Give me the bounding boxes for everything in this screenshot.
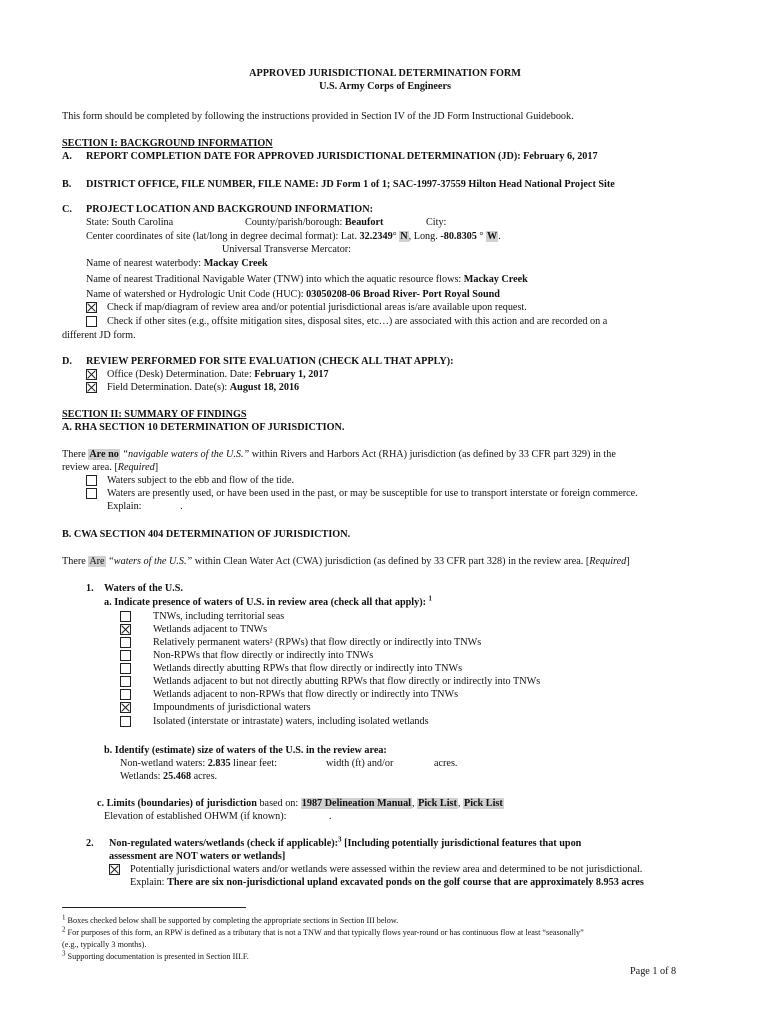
close-bracket: ] bbox=[626, 556, 630, 567]
footnote-3 bbox=[62, 949, 249, 962]
north-south-select[interactable]: N bbox=[400, 231, 408, 242]
footnote-number: 2 bbox=[62, 925, 66, 934]
rha-statement bbox=[62, 448, 616, 461]
ohwm-label: Elevation of established OHWM (if known): bbox=[104, 811, 287, 822]
cwa-rest: within Clean Water Act (CWA) jurisdiction (as defined by 33 CFR part 328) in the review area. [ bbox=[194, 556, 590, 567]
other-sites-label-cont: different JD form. bbox=[62, 330, 136, 341]
tnw-value: Mackay Creek bbox=[463, 274, 528, 285]
limits-jurisdiction: c. Limits (boundaries) of jurisdiction based on: 1987 Delineation Manual, Pick List, Pick List bbox=[97, 798, 503, 809]
non-regulated-heading-cont: assessment are NOT waters or wetlands] bbox=[109, 851, 286, 862]
list-checkbox[interactable] bbox=[120, 702, 131, 713]
degree-symbol: ° bbox=[479, 231, 484, 242]
field-label: Field Determination. Date(s): bbox=[107, 382, 228, 393]
identify-size-heading: b. Identify (estimate) size of waters of the U.S. in the review area: bbox=[104, 745, 387, 756]
project-location-heading: PROJECT LOCATION AND BACKGROUND INFORMATION: bbox=[86, 204, 373, 215]
other-sites-checkbox[interactable] bbox=[86, 316, 97, 327]
item-d-label: D. bbox=[62, 356, 72, 367]
coordinates-line bbox=[86, 230, 501, 243]
item-b-label: B. bbox=[62, 179, 72, 190]
list-checkbox[interactable] bbox=[120, 716, 131, 727]
footnote-text: Boxes checked below shall be supported by completing the appropriate sections in Section III below. bbox=[67, 916, 399, 925]
explain-value: There are six non-jurisdictional upland excavated ponds on the golf course that are approximately 8.953 acres bbox=[167, 877, 644, 888]
tide-label: Waters subject to the ebb and flow of the tide. bbox=[107, 475, 295, 486]
pick-list-select[interactable]: Pick List bbox=[463, 798, 503, 809]
delineation-manual-select[interactable]: 1987 Delineation Manual bbox=[301, 798, 412, 809]
ohwm-elevation bbox=[104, 810, 332, 823]
other-sites-label: Check if other sites (e.g., offsite mitigation sites, disposal sites, etc…) are associated with this action and are recorded on a bbox=[107, 316, 608, 327]
nearest-tnw bbox=[86, 273, 528, 286]
latitude-value: 32.2349 bbox=[359, 231, 393, 242]
office-label: Office (Desk) Determination. Date: bbox=[107, 369, 252, 380]
utm-label: Universal Transverse Mercator: bbox=[222, 244, 352, 255]
item-c-label: C. bbox=[62, 204, 72, 215]
district-file: DISTRICT OFFICE, FILE NUMBER, FILE NAME: JD Form 1 of 1; SAC-1997-37559 Hilton Head National Project Site bbox=[86, 179, 615, 190]
coordinates-label: Center coordinates of site (lat/long in degree decimal format): Lat. bbox=[86, 231, 357, 242]
section-2-heading: SECTION II: SUMMARY OF FINDINGS bbox=[62, 409, 247, 420]
huc-value: 03050208-06 Broad River- Port Royal Sound bbox=[306, 289, 500, 300]
cwa-quote: “waters of the U.S.” bbox=[108, 556, 193, 567]
nonwet-unit: linear feet: bbox=[233, 758, 278, 769]
explain-dot: . bbox=[180, 501, 183, 512]
waters-us-heading: Waters of the U.S. bbox=[104, 583, 183, 594]
rha-explain bbox=[107, 500, 183, 513]
county-label: County/parish/borough: bbox=[245, 217, 343, 228]
footnote-2-cont: (e.g., typically 3 months). bbox=[62, 940, 147, 949]
footnote-text: Supporting documentation is presented in Section III.F. bbox=[67, 952, 249, 961]
wet-value: 25.468 bbox=[163, 771, 192, 782]
footnote-divider bbox=[62, 907, 246, 908]
indicate-presence-heading bbox=[104, 596, 432, 609]
explain-label: Explain: bbox=[130, 877, 165, 888]
map-available-label: Check if map/diagram of review area and/or potential jurisdictional areas is/are available upon request. bbox=[107, 302, 527, 313]
list-item: Wetlands adjacent to but not directly abutting RPWs that flow directly or indirectly into TNWs bbox=[153, 676, 541, 687]
rha-line2: review area. [ bbox=[62, 462, 118, 473]
list-checkbox[interactable] bbox=[120, 663, 131, 674]
list-item: Wetlands directly abutting RPWs that flow directly or indirectly into TNWs bbox=[153, 663, 463, 674]
field-determination bbox=[107, 381, 299, 394]
footnote-ref-1: 1 bbox=[428, 594, 433, 603]
cwa-there: There bbox=[62, 556, 86, 567]
footnote-text: For purposes of this form, an RPW is defined as a tributary that is not a TNW and that typically flows year-round or has continuous flow at least “seasonally” bbox=[67, 928, 584, 937]
county-field bbox=[245, 216, 383, 229]
non-regulated-heading bbox=[109, 837, 581, 850]
required-label: Required bbox=[117, 462, 155, 473]
cwa-heading: B. CWA SECTION 404 DETERMINATION OF JURISDICTION. bbox=[62, 529, 351, 540]
degree-symbol: ° bbox=[392, 231, 397, 242]
width-label: width (ft) and/or bbox=[326, 758, 394, 769]
list-checkbox[interactable] bbox=[120, 650, 131, 661]
office-date: February 1, 2017 bbox=[254, 369, 329, 380]
indicate-presence-text: a. Indicate presence of waters of U.S. in review area (check all that apply): bbox=[104, 597, 426, 608]
list-item: TNWs, including territorial seas bbox=[153, 611, 285, 622]
list-checkbox[interactable] bbox=[120, 676, 131, 687]
rha-heading: A. RHA SECTION 10 DETERMINATION OF JURISDICTION. bbox=[62, 422, 345, 433]
cwa-statement bbox=[62, 555, 630, 568]
period: . bbox=[498, 231, 501, 242]
acres-label: acres. bbox=[434, 758, 458, 769]
nonwet-label: Non-wetland waters: bbox=[120, 758, 206, 769]
explain-label: Explain: bbox=[107, 501, 142, 512]
wet-unit: acres. bbox=[193, 771, 218, 782]
list-item: Relatively permanent waters² (RPWs) that flow directly or indirectly into TNWs bbox=[153, 637, 482, 648]
state-field: State: South Carolina bbox=[86, 217, 174, 228]
huc-label: Name of watershed or Hydrologic Unit Code (HUC): bbox=[86, 289, 304, 300]
rha-rest: within Rivers and Harbors Act (RHA) jurisdiction (as defined by 33 CFR part 329) in the bbox=[251, 449, 616, 460]
section-1-heading: SECTION I: BACKGROUND INFORMATION bbox=[62, 138, 273, 149]
nearest-waterbody bbox=[86, 257, 268, 270]
rha-there: There bbox=[62, 449, 86, 460]
non-jurisdictional-explain bbox=[130, 876, 644, 889]
rha-statement-cont bbox=[62, 461, 158, 474]
list-checkbox[interactable] bbox=[120, 624, 131, 635]
waterbody-value: Mackay Creek bbox=[203, 258, 268, 269]
field-date: August 18, 2016 bbox=[229, 382, 300, 393]
waters-us-number: 1. bbox=[86, 583, 94, 594]
footnote-ref-3: 3 bbox=[338, 835, 342, 844]
list-checkbox[interactable] bbox=[120, 611, 131, 622]
non-jurisdictional-checkbox[interactable] bbox=[109, 864, 120, 875]
commerce-label: Waters are presently used, or have been used in the past, or may be susceptible for use to transport interstate or foreign commerce. bbox=[107, 488, 638, 499]
non-regulated-rest: [Including potentially jurisdictional features that upon bbox=[344, 838, 582, 849]
intro-text: This form should be completed by following the instructions provided in Section IV of the JD Form Instructional Guidebook. bbox=[62, 111, 574, 122]
non-jurisdictional-label: Potentially jurisdictional waters and/or wetlands were assessed within the review area and determined to be not jurisdictional. bbox=[130, 864, 643, 875]
office-determination bbox=[107, 368, 329, 381]
non-regulated-text: Non-regulated waters/wetlands (check if applicable): bbox=[109, 838, 339, 849]
east-west-select[interactable]: W bbox=[487, 231, 498, 242]
list-item: Wetlands adjacent to TNWs bbox=[153, 624, 268, 635]
nonwet-value: 2.835 bbox=[207, 758, 231, 769]
form-title: APPROVED JURISDICTIONAL DETERMINATION FORM bbox=[249, 68, 521, 79]
footnote-2 bbox=[62, 925, 584, 938]
footnote-number: 3 bbox=[62, 949, 66, 958]
map-available-checkbox[interactable] bbox=[86, 302, 97, 313]
rha-quote: “navigable waters of the U.S.” bbox=[122, 449, 250, 460]
non-regulated-number: 2. bbox=[86, 838, 94, 849]
list-checkbox[interactable] bbox=[120, 637, 131, 648]
list-item: Non-RPWs that flow directly or indirectly into TNWs bbox=[153, 650, 374, 661]
rha-are-no-select[interactable]: Are no bbox=[89, 449, 119, 460]
list-item: Impoundments of jurisdictional waters bbox=[153, 702, 311, 713]
review-performed-heading: REVIEW PERFORMED FOR SITE EVALUATION (CHECK ALL THAT APPLY): bbox=[86, 356, 454, 367]
waterbody-label: Name of nearest waterbody: bbox=[86, 258, 202, 269]
close-bracket: ] bbox=[154, 462, 159, 473]
wet-label: Wetlands: bbox=[120, 771, 161, 782]
cwa-are-select[interactable]: Are bbox=[89, 556, 105, 567]
list-item: Wetlands adjacent to non-RPWs that flow directly or indirectly into TNWs bbox=[153, 689, 459, 700]
tide-checkbox[interactable] bbox=[86, 475, 97, 486]
page-number: Page 1 of 8 bbox=[630, 966, 677, 977]
office-determination-checkbox[interactable] bbox=[86, 369, 97, 380]
based-on: based on: bbox=[259, 798, 299, 809]
county-value: Beaufort bbox=[344, 217, 384, 228]
pick-list-select[interactable]: Pick List bbox=[418, 798, 457, 809]
list-item: Isolated (interstate or intrastate) waters, including isolated wetlands bbox=[153, 716, 429, 727]
longitude-value: -80.8305 bbox=[440, 231, 477, 242]
form-subtitle: U.S. Army Corps of Engineers bbox=[319, 81, 451, 92]
list-checkbox[interactable] bbox=[120, 689, 131, 700]
commerce-checkbox[interactable] bbox=[86, 488, 97, 499]
field-determination-checkbox[interactable] bbox=[86, 382, 97, 393]
wetlands-size bbox=[120, 770, 217, 783]
watershed-huc bbox=[86, 288, 500, 301]
required-label: Required bbox=[589, 556, 627, 567]
city-label: City: bbox=[426, 217, 447, 228]
footnote-1 bbox=[62, 913, 399, 926]
non-wetland-waters bbox=[120, 757, 277, 770]
long-label: , Long. bbox=[408, 231, 438, 242]
tnw-label: Name of nearest Traditional Navigable Water (TNW) into which the aquatic resource flows: bbox=[86, 274, 462, 285]
ohwm-dot: . bbox=[329, 811, 332, 822]
item-a-label: A. bbox=[62, 151, 72, 162]
footnote-number: 1 bbox=[62, 913, 66, 922]
report-date: REPORT COMPLETION DATE FOR APPROVED JURISDICTIONAL DETERMINATION (JD): February 6, 2017 bbox=[86, 151, 598, 162]
limits-label: c. Limits (boundaries) of jurisdiction bbox=[97, 798, 257, 809]
